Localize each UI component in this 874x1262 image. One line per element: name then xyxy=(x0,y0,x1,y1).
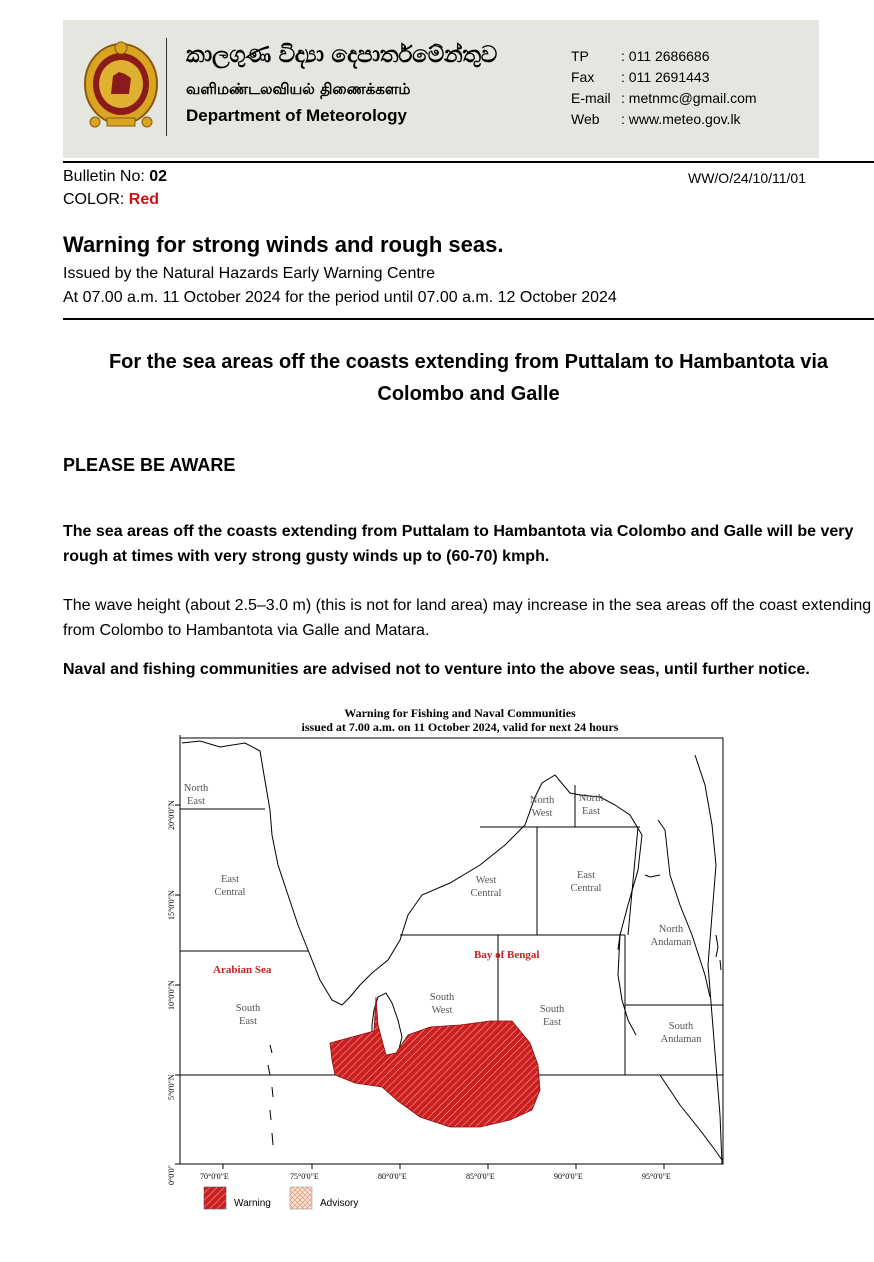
issued-by: Issued by the Natural Hazards Early Warning Centre xyxy=(63,265,436,282)
affected-areas-heading: For the sea areas off the coasts extending from Puttalam to Hambantota via Colombo and Galle xyxy=(108,351,829,405)
header-divider xyxy=(166,38,167,136)
lat-label-20: 20°0'0"N xyxy=(167,800,176,830)
lat-label-10: 10°0'0"N xyxy=(167,980,176,1010)
region-north-east-right: North xyxy=(578,793,604,804)
validity-period: At 07.00 a.m. 11 October 2024 for the period until 07.00 a.m. 12 October 2024 xyxy=(63,289,617,306)
region-north-west: North xyxy=(529,795,555,806)
department-name-tamil: வளிமண்டலவியல் திணைக்களம் xyxy=(186,80,411,98)
bulletin-color: COLOR: Red xyxy=(63,191,160,208)
region-north-west-2: West xyxy=(531,808,553,819)
region-north-andaman: North xyxy=(658,924,684,935)
lon-label-85: 85°0'0"E xyxy=(466,1172,495,1181)
region-south-east-left: South xyxy=(235,1003,261,1014)
region-east-central-2: Central xyxy=(214,887,246,898)
title-rule xyxy=(63,318,874,320)
color-level-badge: Red xyxy=(128,191,160,208)
contact-phone: TP : 011 2686686 xyxy=(571,48,710,64)
region-south-west-2: West xyxy=(431,1005,453,1016)
lon-label-70: 70°0'0"E xyxy=(200,1172,229,1181)
warning-map-svg xyxy=(160,735,726,1215)
contact-web: Web : www.meteo.gov.lk xyxy=(571,111,741,127)
header-rule xyxy=(63,161,874,163)
region-south-east-left-2: East xyxy=(238,1016,258,1027)
legend-warning-label: Warning xyxy=(234,1198,271,1209)
lat-label-5: 5°0'0"N xyxy=(167,1074,176,1100)
region-west-central-2: Central xyxy=(470,888,502,899)
region-south-east-right-2: East xyxy=(542,1017,562,1028)
region-north-east-left-2: East xyxy=(186,796,206,807)
region-north-east-left: North xyxy=(183,783,209,794)
region-south-west: South xyxy=(429,992,455,1003)
region-south-andaman-2: Andaman xyxy=(660,1034,702,1045)
contact-block xyxy=(571,46,757,130)
region-north-east-right-2: East xyxy=(581,806,601,817)
department-name-english: Department of Meteorology xyxy=(186,106,408,125)
region-east-central-right: East xyxy=(576,870,596,881)
wave-height-paragraph: The wave height (about 2.5–3.0 m) (this is not for land area) may increase in the sea areas off the coast extending from Colombo to Hambantota via Galle and Matara. xyxy=(63,597,872,639)
region-south-andaman: South xyxy=(668,1021,694,1032)
letterhead xyxy=(63,20,819,158)
lon-label-80: 80°0'0"E xyxy=(378,1172,407,1181)
region-north-andaman-2: Andaman xyxy=(650,937,692,948)
lon-label-90: 90°0'0"E xyxy=(554,1172,583,1181)
legend-advisory-label: Advisory xyxy=(320,1198,359,1209)
advisory-paragraph: Naval and fishing communities are advised not to venture into the above seas, until further notice. xyxy=(63,661,810,678)
lon-label-75: 75°0'0"E xyxy=(290,1172,319,1181)
contact-email: E-mail : metnmc@gmail.com xyxy=(571,90,757,106)
legend-advisory-swatch xyxy=(290,1187,312,1209)
contact-fax: Fax : 011 2691443 xyxy=(571,69,710,85)
lat-label-15: 15°0'0"N xyxy=(167,890,176,920)
lat-label-0: 0°0'0" xyxy=(167,1165,176,1185)
bulletin-reference: WW/O/24/10/11/01 xyxy=(687,170,806,186)
region-south-east-right: South xyxy=(539,1004,565,1015)
sri-lanka-emblem-icon xyxy=(81,38,161,132)
warning-map xyxy=(160,735,726,1215)
legend-warning-swatch xyxy=(204,1187,226,1209)
region-east-central: East xyxy=(220,874,240,885)
lon-label-95: 95°0'0"E xyxy=(642,1172,671,1181)
warning-title: Warning for strong winds and rough seas. xyxy=(63,232,504,257)
bulletin-number: Bulletin No: 02 xyxy=(63,168,168,185)
region-west-central: West xyxy=(475,875,497,886)
bay-of-bengal-label: Bay of Bengal xyxy=(474,949,540,961)
wind-warning-paragraph: The sea areas off the coasts extending from Puttalam to Hambantota via Colombo and Galle will be very rough at times with very strong gusty winds up to (60-70) kmph. xyxy=(63,523,854,565)
region-east-central-right-2: Central xyxy=(570,883,602,894)
department-name-sinhala: කාලගුණ විද්‍යා දෙපාර්තමේන්තුව xyxy=(186,42,497,68)
please-be-aware: PLEASE BE AWARE xyxy=(63,455,236,475)
arabian-sea-label: Arabian Sea xyxy=(213,964,272,976)
map-title: Warning for Fishing and Naval Communities issued at 7.00 a.m. on 11 October 2024, valid for next 24 hours xyxy=(301,706,619,734)
